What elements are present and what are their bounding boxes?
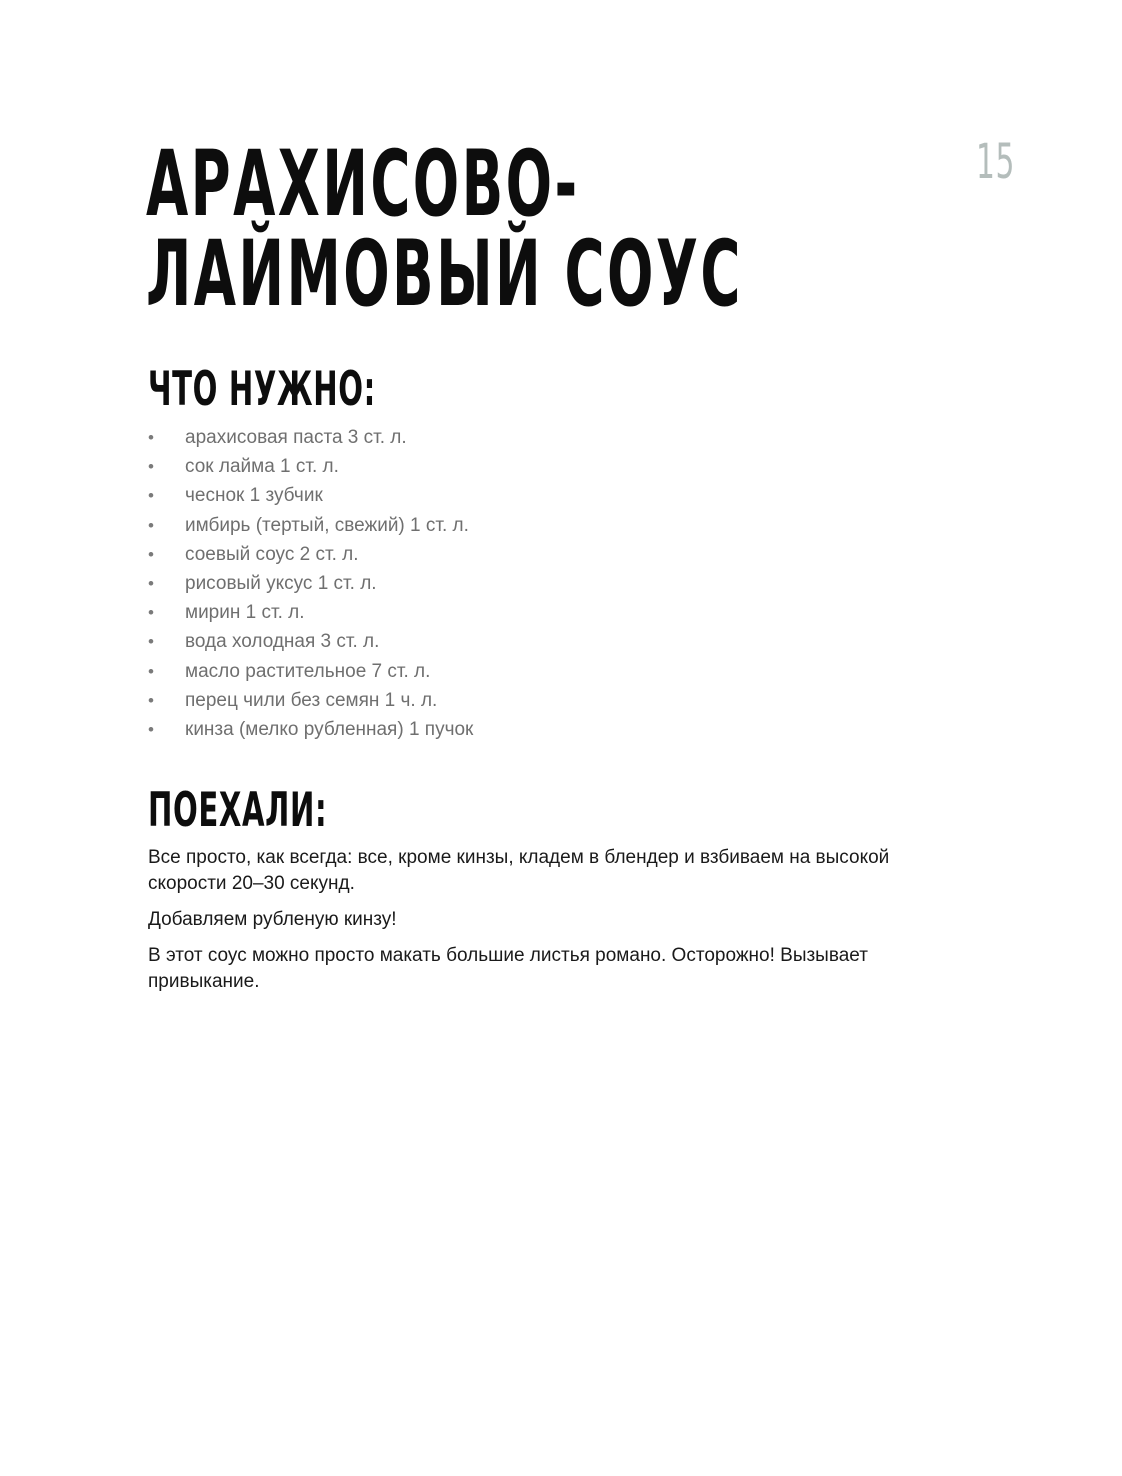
ingredient-text: соевый соус 2 ст. л.	[185, 543, 359, 565]
list-item	[148, 627, 473, 656]
bullet-icon: •	[148, 428, 154, 447]
recipe-title-line-1: АРАХИСОВО-	[146, 132, 580, 237]
list-item	[148, 686, 473, 715]
page-number: 15	[976, 134, 1016, 190]
recipe-title-line-2: ЛАЙМОВЫЙ СОУС	[146, 222, 743, 327]
ingredients-list	[148, 423, 473, 744]
method-paragraph-2: Добавляем рубленую кинзу!	[148, 909, 397, 930]
method-heading: ПОЕХАЛИ:	[148, 783, 328, 838]
list-item	[148, 569, 473, 598]
ingredient-text: вода холодная 3 ст. л.	[185, 631, 380, 653]
list-item	[148, 657, 473, 686]
list-item	[148, 481, 473, 510]
ingredient-text: кинза (мелко рубленная) 1 пучок	[185, 718, 474, 740]
bullet-icon: •	[148, 719, 154, 739]
bullet-icon: •	[148, 661, 154, 681]
method-text	[148, 845, 948, 1005]
list-item	[148, 452, 473, 481]
ingredients-heading: ЧТО НУЖНО:	[148, 362, 376, 417]
ingredient-text: сок лайма 1 ст. л.	[185, 456, 339, 478]
ingredient-text: чеснок 1 зубчик	[185, 485, 323, 507]
ingredient-text: арахисовая паста 3 ст. л.	[185, 427, 407, 448]
bullet-icon: •	[148, 573, 154, 593]
method-paragraph-3: В этот соус можно просто макать большие листья романо. Осторожно! Вызывает привыкание.	[148, 945, 868, 992]
list-item	[148, 540, 473, 569]
bullet-icon: •	[148, 632, 154, 652]
bullet-icon: •	[148, 486, 154, 506]
list-item	[148, 423, 473, 452]
bullet-icon: •	[148, 457, 154, 477]
ingredient-text: перец чили без семян 1 ч. л.	[185, 689, 438, 711]
list-item	[148, 511, 473, 540]
list-item	[148, 715, 473, 744]
ingredient-text: мирин 1 ст. л.	[185, 602, 305, 624]
bullet-icon: •	[148, 603, 154, 623]
ingredient-text: имбирь (тертый, свежий) 1 ст. л.	[185, 514, 469, 536]
ingredient-text: рисовый уксус 1 ст. л.	[185, 572, 377, 594]
method-paragraph-1: Все просто, как всегда: все, кроме кинзы, кладем в блендер и взбиваем на высокой скорости 20–30 секунд.	[148, 847, 890, 894]
bullet-icon: •	[148, 544, 154, 564]
recipe-title	[146, 132, 743, 327]
list-item	[148, 598, 473, 627]
bullet-icon: •	[148, 515, 154, 535]
bullet-icon: •	[148, 690, 154, 710]
ingredient-text: масло растительное 7 ст. л.	[185, 660, 431, 682]
